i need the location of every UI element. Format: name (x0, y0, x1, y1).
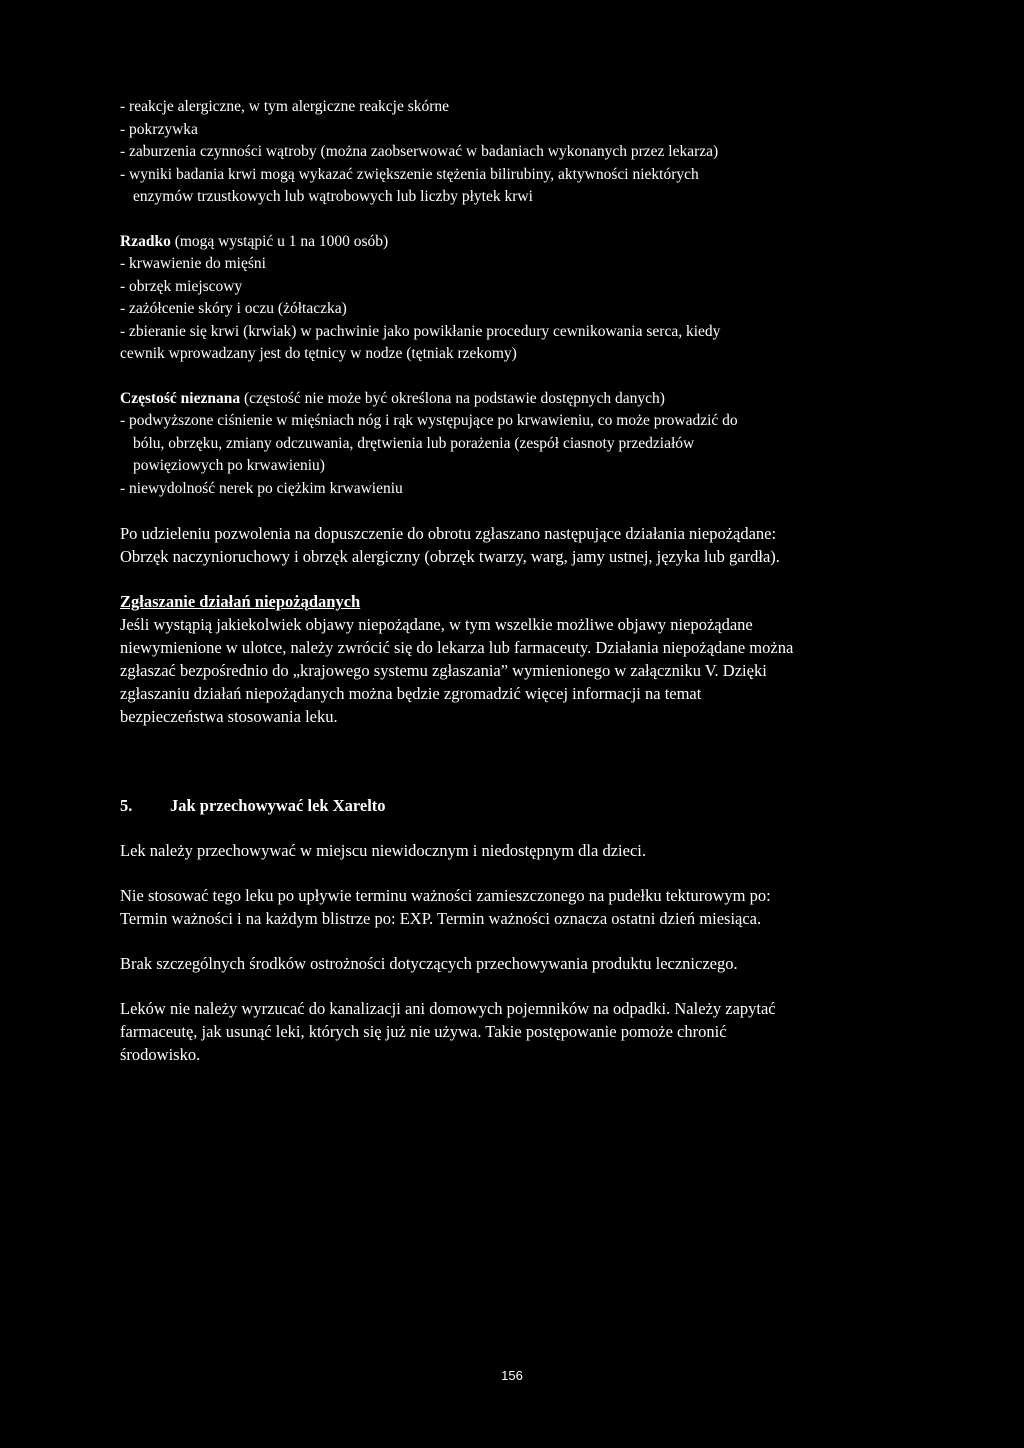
frequency-label: Częstość nieznana (120, 389, 241, 407)
list-item: - krwawienie do mięśni (120, 255, 266, 272)
list-item-continuation: bólu, obrzęku, zmiany odczuwania, drętwienia lub porażenia (zespół ciasnoty przedziałów (133, 434, 695, 452)
paragraph-line: Lek należy przechowywać w miejscu niewidocznym i niedostępnym dla dzieci. (120, 841, 646, 860)
list-item: - obrzęk miejscowy (120, 277, 243, 295)
list-item: - reakcje alergiczne, w tym alergiczne reakcje skórne (120, 98, 450, 115)
list-item-continuation: enzymów trzustkowych lub wątrobowych lub liczby płytek krwi (133, 188, 533, 205)
unknown-frequency-side-effects (120, 388, 900, 501)
paragraph-line: Brak szczególnych środków ostrożności dotyczących przechowywania produktu leczniczego. (120, 954, 738, 973)
frequency-description: (częstość nie może być określona na podstawie dostępnych danych) (240, 389, 665, 407)
paragraph-line: farmaceutę, jak usunąć leki, których się już nie używa. Takie postępowanie pomoże chronić (120, 1022, 727, 1041)
list-item: - podwyższone ciśnienie w mięśniach nóg i rąk występujące po krwawieniu, co może prowadzić do (120, 412, 738, 429)
paragraph-line: Obrzęk naczynioruchowy i obrzęk alergiczny (obrzęk twarzy, warg, jamy ustnej, języka lub gardła). (120, 547, 780, 566)
frequency-heading (120, 388, 900, 411)
list-item: - zaburzenia czynności wątroby (można zaobserwować w badaniach wykonanych przez lekarza) (120, 143, 719, 160)
section-heading (120, 794, 900, 817)
paragraph-line: zgłaszać bezpośrednio do „krajowego systemu zgłaszania” wymienionego w załączniku V. Dzięki (120, 661, 767, 680)
paragraph-line: Jeśli wystąpią jakiekolwiek objawy niepożądane, w tym wszelkie możliwe objawy niepożądane (120, 615, 753, 634)
list-item: - wyniki badania krwi mogą wykazać zwiększenie stężenia bilirubiny, aktywności niektórych (120, 165, 699, 183)
list-item: - zażółcenie skóry i oczu (żółtaczka) (120, 300, 347, 317)
reporting-section (120, 590, 900, 728)
list-item: - niewydolność nerek po ciężkim krwawieniu (120, 479, 403, 497)
page-number: 156 (501, 1368, 523, 1383)
reporting-heading: Zgłaszanie działań niepożądanych (120, 592, 361, 611)
section-5 (120, 794, 900, 1066)
list-item: - zbieranie się krwi (krwiak) w pachwinie jako powikłanie procedury cewnikowania serca, kiedy (120, 322, 721, 340)
paragraph-line: niewymienione w ulotce, należy zwrócić się do lekarza lub farmaceuty. Działania niepożądane można (120, 638, 794, 657)
paragraph-line: Po udzieleniu pozwolenia na dopuszczenie do obrotu zgłaszano następujące działania niepożądane: (120, 524, 777, 543)
list-item-continuation: cewnik wprowadzany jest do tętnicy w nodze (tętniak rzekomy) (120, 345, 517, 362)
list-item-continuation: powięziowych po krwawieniu) (133, 457, 325, 474)
section-number: 5. (120, 796, 133, 815)
paragraph-line: bezpieczeństwa stosowania leku. (120, 707, 338, 726)
frequency-description: (mogą wystąpić u 1 na 1000 osób) (170, 232, 389, 250)
list-item: - pokrzywka (120, 120, 198, 138)
paragraph-line: Nie stosować tego leku po upływie terminu ważności zamieszczonego na pudełku tekturowym po: (120, 886, 771, 905)
paragraph-line: Leków nie należy wyrzucać do kanalizacji ani domowych pojemników na odpadki. Należy zapytać (120, 999, 776, 1018)
paragraph-line: Termin ważności i na każdym blistrze po: EXP. Termin ważności oznacza ostatni dzień miesiąca. (120, 909, 762, 928)
paragraph-line: zgłaszaniu działań niepożądanych można będzie zgromadzić więcej informacji na temat (120, 684, 702, 703)
rare-side-effects (120, 231, 900, 366)
document-page (120, 96, 900, 1066)
side-effects-list (120, 96, 900, 209)
post-authorisation-paragraph (120, 522, 900, 568)
frequency-label: Rzadko (120, 232, 171, 250)
frequency-heading (120, 231, 900, 254)
paragraph-line: środowisko. (120, 1045, 201, 1064)
section-title: Jak przechowywać lek Xarelto (170, 796, 386, 815)
